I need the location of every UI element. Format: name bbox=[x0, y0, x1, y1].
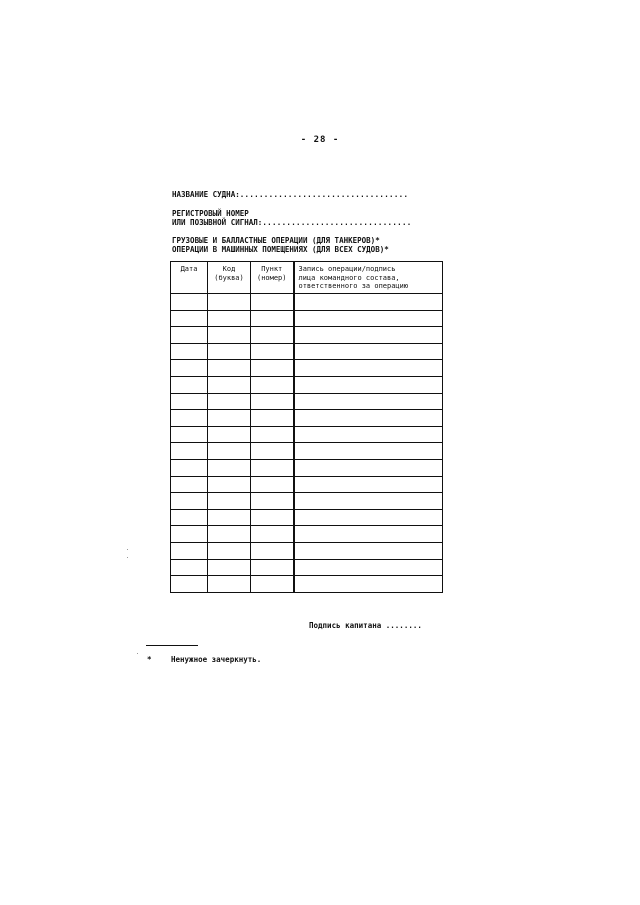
cell-date[interactable] bbox=[171, 559, 208, 576]
cell-date[interactable] bbox=[171, 310, 208, 327]
cell-code[interactable] bbox=[208, 310, 251, 327]
cell-point[interactable] bbox=[251, 459, 294, 476]
cell-date[interactable] bbox=[171, 576, 208, 593]
cell-record[interactable] bbox=[294, 360, 443, 377]
table-row bbox=[171, 526, 443, 543]
table-row bbox=[171, 443, 443, 460]
cell-point[interactable] bbox=[251, 310, 294, 327]
cell-record[interactable] bbox=[294, 393, 443, 410]
operations-title-machinery: ОПЕРАЦИИ В МАШИННЫХ ПОМЕЩЕНИЯХ (ДЛЯ ВСЕХ СУДОВ)* bbox=[172, 245, 389, 254]
cell-record[interactable] bbox=[294, 426, 443, 443]
cell-code[interactable] bbox=[208, 526, 251, 543]
cell-date[interactable] bbox=[171, 327, 208, 344]
table-row bbox=[171, 559, 443, 576]
footnote-divider bbox=[146, 645, 198, 646]
call-sign-blank[interactable]: ............................... bbox=[262, 218, 412, 227]
column-header-point: Пункт (номер) bbox=[251, 262, 294, 294]
cell-code[interactable] bbox=[208, 459, 251, 476]
cell-point[interactable] bbox=[251, 343, 294, 360]
cell-record[interactable] bbox=[294, 443, 443, 460]
cell-code[interactable] bbox=[208, 426, 251, 443]
cell-record[interactable] bbox=[294, 327, 443, 344]
call-sign-label: ИЛИ ПОЗЫВНОЙ СИГНАЛ: bbox=[172, 218, 263, 227]
operations-title-cargo: ГРУЗОВЫЕ И БАЛЛАСТНЫЕ ОПЕРАЦИИ (ДЛЯ ТАНКЕРОВ)* bbox=[172, 236, 380, 245]
cell-record[interactable] bbox=[294, 459, 443, 476]
cell-code[interactable] bbox=[208, 327, 251, 344]
vessel-name-blank[interactable]: ................................... bbox=[239, 190, 409, 199]
cell-date[interactable] bbox=[171, 526, 208, 543]
cell-record[interactable] bbox=[294, 576, 443, 593]
cell-point[interactable] bbox=[251, 542, 294, 559]
table-row bbox=[171, 376, 443, 393]
cell-point[interactable] bbox=[251, 294, 294, 311]
footnote-marker: * bbox=[147, 655, 152, 664]
column-header-record: Запись операции/подпись лица командного состава, ответственного за операцию bbox=[294, 262, 443, 294]
scan-speck bbox=[127, 549, 128, 550]
scan-speck bbox=[137, 653, 138, 654]
cell-code[interactable] bbox=[208, 476, 251, 493]
call-sign-line bbox=[172, 218, 447, 227]
cell-date[interactable] bbox=[171, 376, 208, 393]
cell-point[interactable] bbox=[251, 376, 294, 393]
captain-signature-line[interactable]: Подпись капитана ........ bbox=[309, 621, 422, 630]
cell-record[interactable] bbox=[294, 509, 443, 526]
cell-point[interactable] bbox=[251, 493, 294, 510]
cell-date[interactable] bbox=[171, 459, 208, 476]
cell-code[interactable] bbox=[208, 493, 251, 510]
cell-code[interactable] bbox=[208, 443, 251, 460]
cell-date[interactable] bbox=[171, 426, 208, 443]
cell-point[interactable] bbox=[251, 509, 294, 526]
cell-code[interactable] bbox=[208, 393, 251, 410]
cell-date[interactable] bbox=[171, 509, 208, 526]
table-row bbox=[171, 310, 443, 327]
cell-date[interactable] bbox=[171, 360, 208, 377]
table-row bbox=[171, 360, 443, 377]
cell-point[interactable] bbox=[251, 426, 294, 443]
cell-date[interactable] bbox=[171, 410, 208, 427]
cell-date[interactable] bbox=[171, 542, 208, 559]
cell-date[interactable] bbox=[171, 476, 208, 493]
cell-record[interactable] bbox=[294, 376, 443, 393]
cell-record[interactable] bbox=[294, 542, 443, 559]
cell-date[interactable] bbox=[171, 294, 208, 311]
footnote bbox=[147, 655, 261, 664]
table-row bbox=[171, 542, 443, 559]
table-row bbox=[171, 294, 443, 311]
table-header-row bbox=[171, 262, 443, 294]
cell-record[interactable] bbox=[294, 526, 443, 543]
vessel-name-line bbox=[172, 190, 447, 199]
footnote-text: Ненужное зачеркнуть. bbox=[171, 655, 262, 664]
cell-date[interactable] bbox=[171, 343, 208, 360]
table-row bbox=[171, 459, 443, 476]
cell-point[interactable] bbox=[251, 526, 294, 543]
table-row bbox=[171, 476, 443, 493]
column-header-code: Код (буква) bbox=[208, 262, 251, 294]
cell-point[interactable] bbox=[251, 559, 294, 576]
cell-record[interactable] bbox=[294, 493, 443, 510]
table-row bbox=[171, 327, 443, 344]
table-row bbox=[171, 493, 443, 510]
cell-point[interactable] bbox=[251, 576, 294, 593]
cell-code[interactable] bbox=[208, 542, 251, 559]
cell-point[interactable] bbox=[251, 360, 294, 377]
table-row bbox=[171, 393, 443, 410]
cell-code[interactable] bbox=[208, 294, 251, 311]
cell-record[interactable] bbox=[294, 476, 443, 493]
cell-code[interactable] bbox=[208, 559, 251, 576]
cell-code[interactable] bbox=[208, 376, 251, 393]
cell-record[interactable] bbox=[294, 559, 443, 576]
cell-record[interactable] bbox=[294, 410, 443, 427]
table-body bbox=[171, 294, 443, 593]
cell-code[interactable] bbox=[208, 509, 251, 526]
cell-point[interactable] bbox=[251, 410, 294, 427]
cell-point[interactable] bbox=[251, 327, 294, 344]
column-header-date: Дата bbox=[171, 262, 208, 294]
page-number: - 28 - bbox=[300, 135, 340, 145]
cell-record[interactable] bbox=[294, 310, 443, 327]
table-row bbox=[171, 410, 443, 427]
cell-point[interactable] bbox=[251, 443, 294, 460]
operations-log-table bbox=[170, 261, 443, 593]
cell-record[interactable] bbox=[294, 294, 443, 311]
cell-code[interactable] bbox=[208, 343, 251, 360]
cell-code[interactable] bbox=[208, 360, 251, 377]
cell-date[interactable] bbox=[171, 443, 208, 460]
cell-point[interactable] bbox=[251, 393, 294, 410]
scan-speck bbox=[127, 557, 128, 558]
cell-record[interactable] bbox=[294, 343, 443, 360]
reg-number-label: РЕГИСТРОВЫЙ НОМЕР bbox=[172, 209, 249, 218]
table-row bbox=[171, 343, 443, 360]
table-row bbox=[171, 509, 443, 526]
vessel-name-label: НАЗВАНИЕ СУДНА: bbox=[172, 190, 240, 199]
cell-point[interactable] bbox=[251, 476, 294, 493]
cell-date[interactable] bbox=[171, 393, 208, 410]
cell-code[interactable] bbox=[208, 410, 251, 427]
table-row bbox=[171, 426, 443, 443]
cell-date[interactable] bbox=[171, 493, 208, 510]
cell-code[interactable] bbox=[208, 576, 251, 593]
table-row bbox=[171, 576, 443, 593]
